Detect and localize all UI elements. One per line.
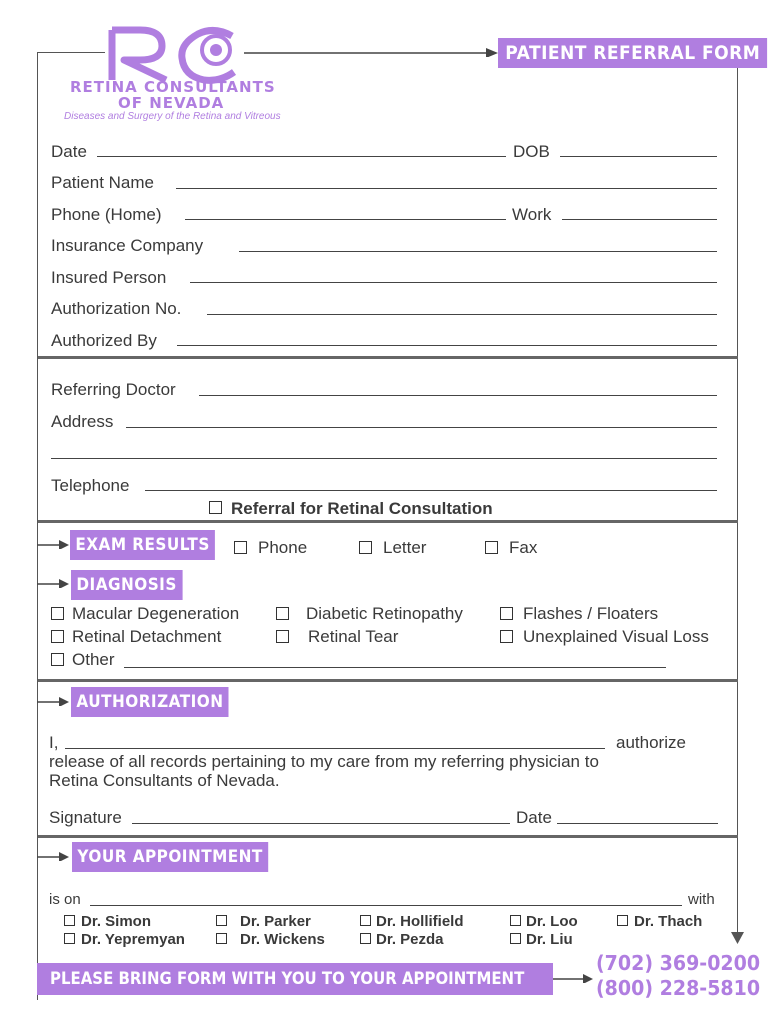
exam-results-title: EXAM RESULTS [70,530,215,560]
insured-person-line[interactable] [190,282,717,283]
dr-yepremyan-checkbox[interactable] [64,933,75,944]
referring-doctor-label: Referring Doctor [51,380,176,399]
dob-label: DOB [513,142,550,161]
referral-checkbox-label: Referral for Retinal Consultation [231,499,493,518]
right-border-arrowhead [731,932,744,944]
other-line[interactable] [124,667,666,668]
retinal-detachment-label: Retinal Detachment [72,627,222,646]
exam-results-arrow [37,539,69,549]
exam-letter-checkbox[interactable] [359,541,372,554]
phone-number-1: (702) 369-0200 [596,951,761,975]
signature-line[interactable] [132,823,510,824]
unexplained-visual-loss-label: Unexplained Visual Loss [523,627,709,646]
date-label: Date [51,142,87,161]
address-label: Address [51,412,114,431]
logo-tagline: Diseases and Surgery of the Retina and Vitreous [64,111,281,122]
diabetic-retinopathy-label: Diabetic Retinopathy [306,604,463,623]
with-label: with [688,891,715,908]
macular-degeneration-checkbox[interactable] [51,607,64,620]
logo-name-line2: OF NEVADA [118,94,225,112]
exam-phone-label: Phone [258,538,308,557]
logo-name-line1: RETINA CONSULTANTS [70,78,276,96]
macular-degeneration-label: Macular Degeneration [72,604,240,623]
referring-doctor-line[interactable] [199,395,717,396]
dr-pezda-label: Dr. Pezda [376,931,444,948]
retinal-detachment-checkbox[interactable] [51,630,64,643]
authorized-by-label: Authorized By [51,331,157,350]
exam-fax-checkbox[interactable] [485,541,498,554]
title-arrow [244,47,498,57]
authorization-line3: Retina Consultants of Nevada. [49,771,280,790]
authorize-name-line[interactable] [65,748,605,749]
dr-pezda-checkbox[interactable] [360,933,371,944]
exam-letter-label: Letter [383,538,427,557]
address-line-1[interactable] [126,427,717,428]
logo [60,26,280,126]
work-line[interactable] [562,219,717,220]
dob-line[interactable] [560,156,717,157]
dr-loo-label: Dr. Loo [526,913,578,930]
right-border [737,66,738,936]
work-label: Work [512,205,552,224]
authorization-title: AUTHORIZATION [71,687,229,717]
dr-parker-label: Dr. Parker [240,913,311,930]
insurance-company-label: Insurance Company [51,236,204,255]
diabetic-retinopathy-checkbox[interactable] [276,607,289,620]
telephone-line[interactable] [145,490,717,491]
unexplained-visual-loss-checkbox[interactable] [500,630,513,643]
insured-person-label: Insured Person [51,268,167,287]
appointment-date-line[interactable] [90,905,682,906]
other-checkbox[interactable] [51,653,64,666]
dr-thach-label: Dr. Thach [634,913,703,930]
dr-hollifield-label: Dr. Hollifield [376,913,464,930]
patient-name-line[interactable] [176,188,717,189]
section-divider [38,835,738,838]
phone-home-line[interactable] [185,219,506,220]
diagnosis-arrow [37,578,69,588]
authorization-no-line[interactable] [207,314,717,315]
referral-checkbox[interactable] [209,501,222,514]
phone-home-label: Phone (Home) [51,205,162,224]
patient-name-label: Patient Name [51,173,154,192]
section-divider [38,520,738,523]
exam-fax-label: Fax [509,538,538,557]
form-title: PATIENT REFERRAL FORM [498,38,767,68]
dr-yepremyan-label: Dr. Yepremyan [81,931,185,948]
dr-thach-checkbox[interactable] [617,915,628,926]
telephone-label: Telephone [51,476,130,495]
dr-loo-checkbox[interactable] [510,915,521,926]
flashes-floaters-checkbox[interactable] [500,607,513,620]
diagnosis-title: DIAGNOSIS [71,570,182,600]
signature-date-label: Date [516,808,552,827]
other-label: Other [72,650,115,669]
appointment-title: YOUR APPOINTMENT [72,842,268,872]
phone-arrow [553,973,593,983]
authorize-end: authorize [616,733,686,752]
authorize-start: I, [49,733,59,752]
section-divider [38,356,738,359]
insurance-company-line[interactable] [239,251,717,252]
is-on-label: is on [49,891,81,908]
dr-parker-checkbox[interactable] [216,915,227,926]
dr-hollifield-checkbox[interactable] [360,915,371,926]
phone-number-2: (800) 228-5810 [596,976,761,1000]
authorization-arrow [37,696,69,706]
dr-liu-checkbox[interactable] [510,933,521,944]
date-line[interactable] [97,156,506,157]
authorization-no-label: Authorization No. [51,299,182,318]
dr-wickens-label: Dr. Wickens [240,931,325,948]
flashes-floaters-label: Flashes / Floaters [523,604,659,623]
dr-liu-label: Dr. Liu [526,931,573,948]
authorized-by-line[interactable] [177,345,717,346]
dr-wickens-checkbox[interactable] [216,933,227,944]
dr-simon-label: Dr. Simon [81,913,152,930]
section-divider [38,679,738,682]
dr-simon-checkbox[interactable] [64,915,75,926]
appointment-arrow [37,851,69,861]
retinal-tear-label: Retinal Tear [308,627,399,646]
bring-form-text: PLEASE BRING FORM WITH YOU TO YOUR APPOINTMENT [50,969,525,989]
signature-label: Signature [49,808,122,827]
authorization-line2: release of all records pertaining to my care from my referring physician to [49,752,599,771]
signature-date-line[interactable] [557,823,718,824]
address-line-2[interactable] [51,458,717,459]
logo-rc-mark [104,26,254,84]
exam-phone-checkbox[interactable] [234,541,247,554]
retinal-tear-checkbox[interactable] [276,630,289,643]
